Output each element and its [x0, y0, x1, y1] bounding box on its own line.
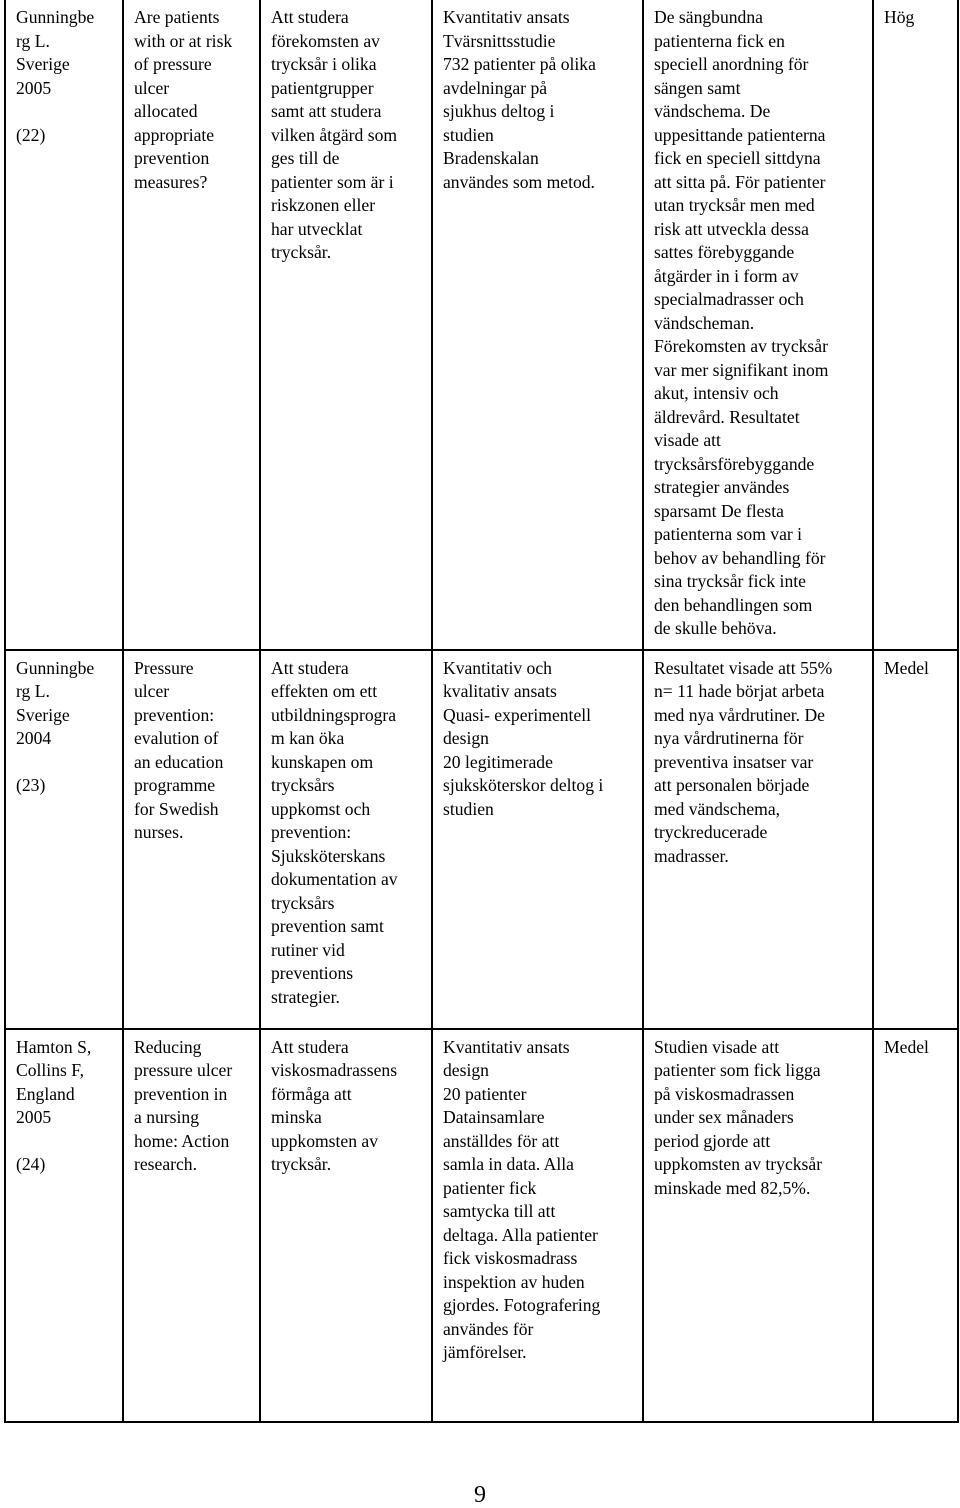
result-line: utan trycksår men med — [654, 195, 815, 215]
title-line: nurses. — [134, 822, 184, 842]
result-line: med vändschema, — [654, 798, 781, 819]
title-line: of pressure — [134, 54, 212, 74]
method-line: design — [443, 728, 489, 748]
reference-number: (23) — [16, 775, 46, 795]
aim-line: vilken åtgärd som — [271, 124, 398, 145]
method-cell — [432, 0, 643, 650]
reference-number: (22) — [16, 124, 46, 145]
result-cell — [643, 0, 873, 650]
aim-line: patientgrupper — [271, 77, 374, 98]
method-line: fick viskosmadrass — [443, 1248, 578, 1268]
method-line: Quasi- experimentell — [443, 704, 592, 725]
author-line: Collins F, — [16, 1060, 85, 1080]
result-line: akut, intensiv och — [654, 383, 779, 403]
aim-line: trycksår. — [271, 242, 332, 262]
article-review-table — [4, 0, 959, 1423]
quality-rating: Medel — [884, 1036, 929, 1057]
author-line: 2005 — [16, 77, 52, 98]
method-line: design — [443, 1060, 489, 1080]
title-line: appropriate — [134, 124, 215, 145]
method-line: Datainsamlare — [443, 1107, 545, 1127]
method-line: avdelningar på — [443, 77, 548, 98]
aim-line: dokumentation av — [271, 869, 398, 889]
title-line: research. — [134, 1154, 197, 1174]
spacer — [16, 751, 114, 775]
result-line: sängen samt — [654, 77, 741, 98]
result-line: nya vårdrutinerna för — [654, 728, 804, 748]
author-line: rg L. — [16, 30, 50, 51]
aim-line: Att studera — [271, 1036, 349, 1057]
aim-cell — [260, 0, 432, 650]
title-line: ulcer — [134, 77, 170, 98]
method-line: sjuksköterskor deltog i — [443, 775, 604, 795]
result-line: madrasser. — [654, 845, 729, 866]
author-line: Hamton S, — [16, 1036, 92, 1057]
result-line: vändschema. De — [654, 101, 771, 121]
method-line: Bradenskalan — [443, 148, 539, 168]
aim-cell — [260, 650, 432, 1029]
author-line: Sverige — [16, 704, 70, 725]
aim-line: kunskapen om — [271, 751, 374, 772]
method-line: 732 patienter på olika — [443, 54, 596, 74]
result-line: Förekomsten av trycksår — [654, 336, 828, 356]
table-row — [5, 650, 958, 1029]
title-line: prevention in — [134, 1083, 228, 1104]
author-line: Sverige — [16, 54, 70, 74]
aim-line: trycksår i olika — [271, 54, 377, 74]
result-line: behov av behandling för — [654, 547, 826, 568]
title-line: prevention: — [134, 704, 215, 725]
result-line: vändscheman. — [654, 312, 755, 333]
title-line: allocated — [134, 101, 198, 121]
aim-line: Att studera — [271, 7, 349, 27]
title-line: evalution of — [134, 728, 219, 748]
result-line: under sex månaders — [654, 1107, 794, 1127]
result-line: sattes förebyggande — [654, 242, 795, 262]
method-line: samla in data. Alla — [443, 1154, 574, 1174]
result-line: sina trycksår fick inte — [654, 571, 806, 591]
aim-line: m kan öka — [271, 728, 345, 748]
result-line: att personalen började — [654, 775, 810, 795]
result-line: den behandlingen som — [654, 594, 813, 615]
result-line: fick en speciell sittdyna — [654, 148, 821, 168]
title-line: measures? — [134, 171, 208, 192]
quality-rating: Hög — [884, 7, 915, 27]
method-line: deltaga. Alla patienter — [443, 1224, 598, 1245]
method-line: gjordes. Fotografering — [443, 1295, 601, 1315]
aim-line: trycksårs — [271, 775, 335, 795]
result-line: speciell anordning för — [654, 54, 809, 74]
table-row — [5, 0, 958, 650]
result-cell — [643, 650, 873, 1029]
title-line: programme — [134, 775, 216, 795]
title-line: prevention — [134, 148, 210, 168]
title-cell — [123, 0, 260, 650]
result-line: de skulle behöva. — [654, 618, 777, 638]
aim-line: prevention: — [271, 822, 352, 842]
reference-number: (24) — [16, 1154, 46, 1174]
result-cell — [643, 1029, 873, 1422]
author-line: England — [16, 1083, 75, 1104]
aim-line: utbildningsprogra — [271, 704, 397, 725]
aim-line: trycksårs — [271, 892, 335, 913]
result-line: period gjorde att — [654, 1130, 771, 1151]
aim-line: ges till de — [271, 148, 340, 168]
method-line: kvalitativ ansats — [443, 681, 557, 701]
aim-line: Sjuksköterskans — [271, 845, 386, 866]
title-line: a nursing — [134, 1107, 199, 1127]
aim-line: preventions — [271, 963, 354, 983]
result-line: uppesittande patienterna — [654, 124, 826, 145]
title-cell — [123, 650, 260, 1029]
result-line: trycksårsförebyggande — [654, 453, 815, 474]
method-line: Kvantitativ och — [443, 657, 552, 678]
result-line: Studien visade att — [654, 1036, 780, 1057]
result-line: patienter som fick ligga — [654, 1060, 821, 1080]
title-line: pressure ulcer — [134, 1060, 233, 1080]
title-line: ulcer — [134, 681, 170, 701]
method-line: 20 patienter — [443, 1083, 527, 1104]
result-line: risk att utveckla dessa — [654, 218, 809, 239]
aim-line: riskzonen eller — [271, 195, 376, 215]
aim-line: strategier. — [271, 986, 340, 1007]
author-line: Gunningbe — [16, 657, 95, 678]
result-line: var mer signifikant inom — [654, 359, 829, 380]
title-line: Reducing — [134, 1036, 202, 1057]
title-line: for Swedish — [134, 798, 219, 819]
method-line: inspektion av huden — [443, 1271, 585, 1292]
aim-cell — [260, 1029, 432, 1422]
result-line: uppkomsten av trycksår — [654, 1154, 823, 1174]
method-line: samtycka till att — [443, 1201, 556, 1221]
aim-line: Att studera — [271, 657, 349, 678]
author-line: Gunningbe — [16, 7, 95, 27]
author-cell — [5, 650, 123, 1029]
aim-line: förmåga att — [271, 1083, 352, 1104]
author-line: rg L. — [16, 681, 50, 701]
spacer — [16, 100, 114, 124]
method-line: Tvärsnittsstudie — [443, 30, 556, 51]
quality-cell — [873, 650, 958, 1029]
result-line: äldrevård. Resultatet — [654, 406, 800, 427]
spacer — [16, 1130, 114, 1154]
aim-line: effekten om ett — [271, 681, 378, 701]
result-line: patienterna fick en — [654, 30, 785, 51]
result-line: åtgärder in i form av — [654, 265, 799, 286]
quality-cell — [873, 0, 958, 650]
aim-line: förekomsten av — [271, 30, 380, 51]
title-cell — [123, 1029, 260, 1422]
aim-line: uppkomsten av — [271, 1130, 379, 1151]
aim-line: prevention samt — [271, 916, 384, 936]
result-line: specialmadrasser och — [654, 289, 804, 309]
method-line: anställdes för att — [443, 1130, 560, 1151]
method-cell — [432, 1029, 643, 1422]
aim-line: patienter som är i — [271, 171, 394, 192]
author-line: 2005 — [16, 1107, 52, 1127]
title-line: with or at risk — [134, 30, 233, 51]
method-line: Kvantitativ ansats — [443, 1036, 570, 1057]
method-cell — [432, 650, 643, 1029]
aim-line: minska — [271, 1107, 322, 1127]
method-line: Kvantitativ ansats — [443, 7, 570, 27]
quality-rating: Medel — [884, 657, 929, 678]
method-line: studien — [443, 124, 494, 145]
result-line: preventiva insatser var — [654, 751, 814, 772]
method-line: användes som metod. — [443, 171, 595, 192]
aim-line: uppkomst och — [271, 798, 371, 819]
result-line: strategier användes — [654, 477, 790, 497]
author-line: 2004 — [16, 728, 52, 748]
aim-line: samt att studera — [271, 101, 382, 121]
table-row — [5, 1029, 958, 1422]
aim-line: viskosmadrassens — [271, 1060, 398, 1080]
title-line: Are patients — [134, 7, 220, 27]
author-cell — [5, 0, 123, 650]
result-line: med nya vårdrutiner. De — [654, 704, 825, 725]
method-line: användes för — [443, 1318, 534, 1339]
quality-cell — [873, 1029, 958, 1422]
aim-line: har utvecklat — [271, 218, 363, 239]
result-line: n= 11 hade börjat arbeta — [654, 681, 825, 701]
title-line: an education — [134, 751, 224, 772]
result-line: Resultatet visade att 55% — [654, 657, 833, 678]
aim-line: trycksår. — [271, 1154, 332, 1174]
result-line: sparsamt De flesta — [654, 500, 784, 521]
aim-line: rutiner vid — [271, 939, 345, 960]
author-cell — [5, 1029, 123, 1422]
title-line: home: Action — [134, 1130, 230, 1151]
result-line: på viskosmadrassen — [654, 1083, 795, 1104]
result-line: patienterna som var i — [654, 524, 803, 544]
title-line: Pressure — [134, 657, 194, 678]
result-line: visade att — [654, 430, 721, 450]
result-line: att sitta på. För patienter — [654, 171, 826, 192]
result-line: tryckreducerade — [654, 822, 768, 842]
method-line: jämförelser. — [443, 1342, 527, 1362]
method-line: 20 legitimerade — [443, 751, 553, 772]
method-line: studien — [443, 798, 494, 819]
result-line: De sängbundna — [654, 7, 763, 27]
result-line: minskade med 82,5%. — [654, 1177, 811, 1198]
method-line: sjukhus deltog i — [443, 101, 555, 121]
page-number: 9 — [474, 1482, 486, 1508]
method-line: patienter fick — [443, 1177, 537, 1198]
